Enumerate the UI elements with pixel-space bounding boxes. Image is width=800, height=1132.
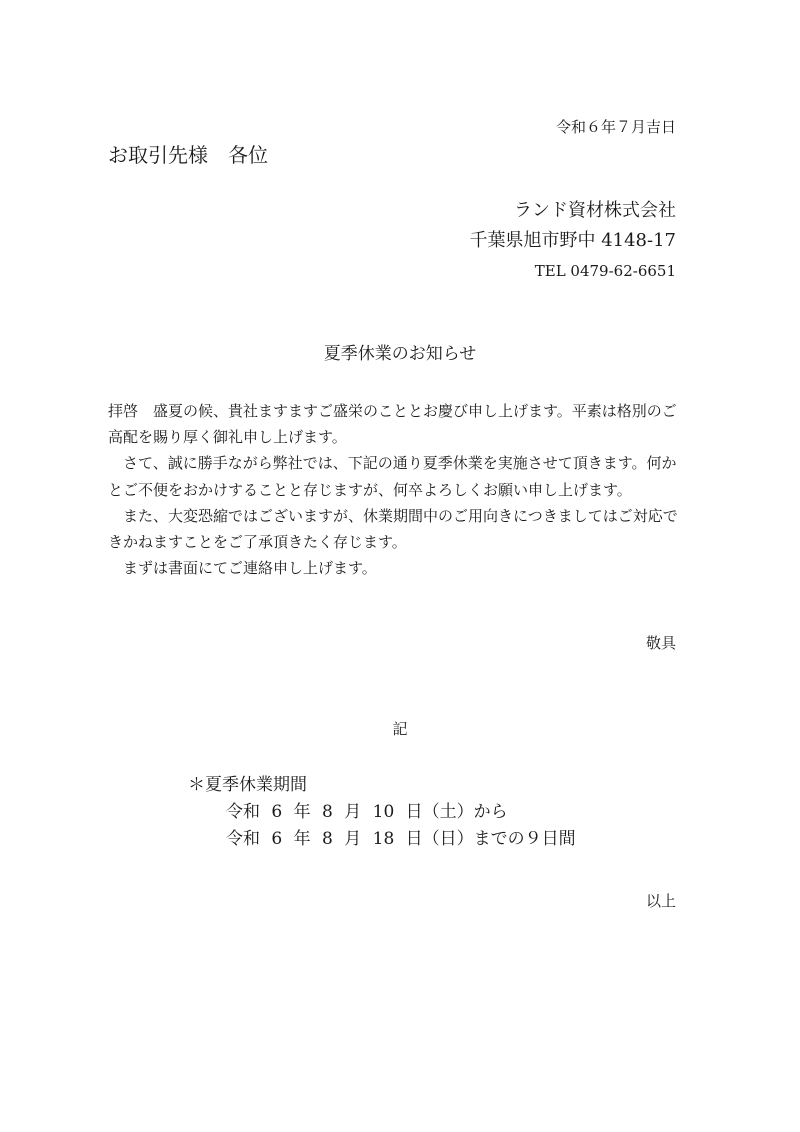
- paragraph-notice: まずは書面にてご連絡申し上げます。: [123, 559, 377, 578]
- letter-body: [108, 398, 684, 581]
- closing-word: 敬具: [645, 634, 676, 652]
- document-date: 令和６年７月吉日: [555, 118, 676, 136]
- sender-company: ランド資材株式会社: [514, 200, 676, 221]
- paragraph-announcement: さて、誠に勝手ながら弊社では、下記の通り夏季休業を実施させて頂きます。何かとご不便をおかけすることと存じますが、何卒よろしくお願い申し上げます。: [108, 454, 677, 499]
- recipient-line: お取引先様 各位: [108, 143, 268, 167]
- holiday-start-line: 令和 6 年 8 月 10 日（土）から: [226, 802, 508, 822]
- holiday-end-line: 令和 6 年 8 月 18 日（日）までの９日間: [226, 829, 576, 849]
- end-mark: 以上: [645, 892, 676, 910]
- paragraph-greeting: 拝啓 盛夏の候、貴社ますますご盛栄のこととお慶び申し上げます。平素は格別のご高配を賜り厚く御礼申し上げます。: [108, 402, 677, 447]
- holiday-period-block: [188, 772, 576, 853]
- holiday-period-label: ＊夏季休業期間: [188, 775, 307, 795]
- paragraph-apology: また、大変恐縮ではございますが、休業期間中のご用向きにつきましてはご対応できかねますことをご了承頂きたく存じます。: [108, 506, 678, 552]
- notice-title: 夏季休業のお知らせ: [323, 344, 477, 364]
- sender-address: 千葉県旭市野中 4148-17: [469, 230, 676, 251]
- sender-phone: TEL 0479-62-6651: [534, 262, 676, 280]
- ki-heading: 記: [392, 720, 408, 738]
- sender-block: [469, 196, 676, 286]
